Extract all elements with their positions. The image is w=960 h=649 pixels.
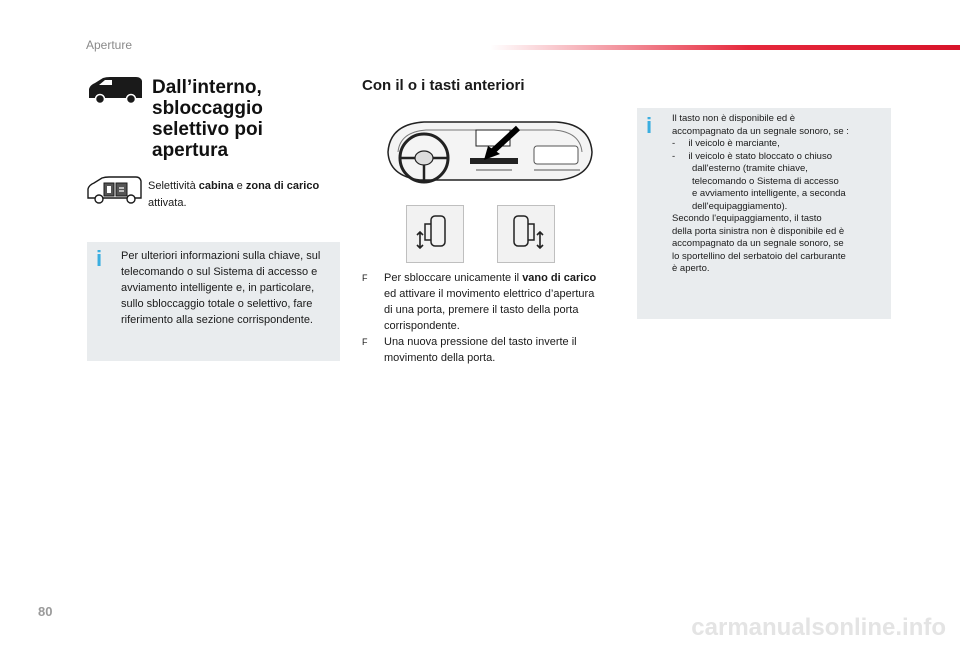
info-line: e avviamento intelligente, a seconda xyxy=(692,188,846,199)
info-line: della porta sinistra non è disponibile ed è xyxy=(672,225,845,237)
section-title: Aperture xyxy=(86,38,133,52)
info-line: è aperto. xyxy=(672,263,710,274)
info-line: accompagnato da un segnale sonoro, se : xyxy=(672,125,849,137)
list-item: F Per sbloccare unicamente il vano di carico ed attivare il movimento elettrico d’apertura di una porta, premere il tasto della porta corrispondente. xyxy=(362,272,597,332)
info-line: Secondo l'equipaggiamento, il tasto xyxy=(672,213,822,224)
info-line: dall'esterno (tramite chiave, xyxy=(692,163,808,174)
info-line: - il veicolo è stato bloccato o chiuso xyxy=(672,150,832,162)
list-item: F Una nuova pressione del tasto inverte il movimento della porta. xyxy=(362,336,577,364)
info-line: Il tasto non è disponibile ed è xyxy=(672,113,796,124)
page-title: Dall’interno, sbloccaggio selettivo poi apertura xyxy=(152,77,263,161)
dashboard-illustration xyxy=(384,118,596,192)
right-sliding-door-icon xyxy=(498,206,554,262)
left-door-button[interactable] xyxy=(406,205,464,263)
info-icon: i xyxy=(646,113,653,138)
selectivity-text: Selettività cabina e zona di carico attivata. xyxy=(148,180,320,209)
bullet-icon: F xyxy=(362,337,368,347)
header-accent-line xyxy=(490,45,960,50)
info-line: dell'equipaggiamento). xyxy=(692,200,788,212)
left-sliding-door-icon xyxy=(407,206,463,262)
watermark: carmanualsonline.info xyxy=(691,614,946,641)
info-text-left: Per ulteriori informazioni sulla chiave, sul telecomando o sul Sistema di accesso e avviamento intelligente e, in particolare, sullo sbloccaggio totale o selettivo, fare riferimento alla sezione corrispondente. xyxy=(121,250,321,326)
info-line: telecomando o Sistema di accesso xyxy=(692,175,839,187)
van-icon xyxy=(86,76,144,109)
bullet-icon: F xyxy=(362,273,368,283)
info-line: - il veicolo è marciante, xyxy=(672,138,780,149)
info-text-right xyxy=(672,113,886,276)
info-icon: i xyxy=(96,246,103,271)
instructions-list xyxy=(362,270,602,366)
page-number: 80 xyxy=(38,604,53,619)
section-heading: Con il o i tasti anteriori xyxy=(362,77,525,94)
info-line: accompagnato da un segnale sonoro, se xyxy=(672,238,844,249)
right-door-button[interactable] xyxy=(497,205,555,263)
van-selective-icon xyxy=(86,176,142,209)
info-line: lo sportellino del serbatoio del carburante xyxy=(672,250,846,262)
